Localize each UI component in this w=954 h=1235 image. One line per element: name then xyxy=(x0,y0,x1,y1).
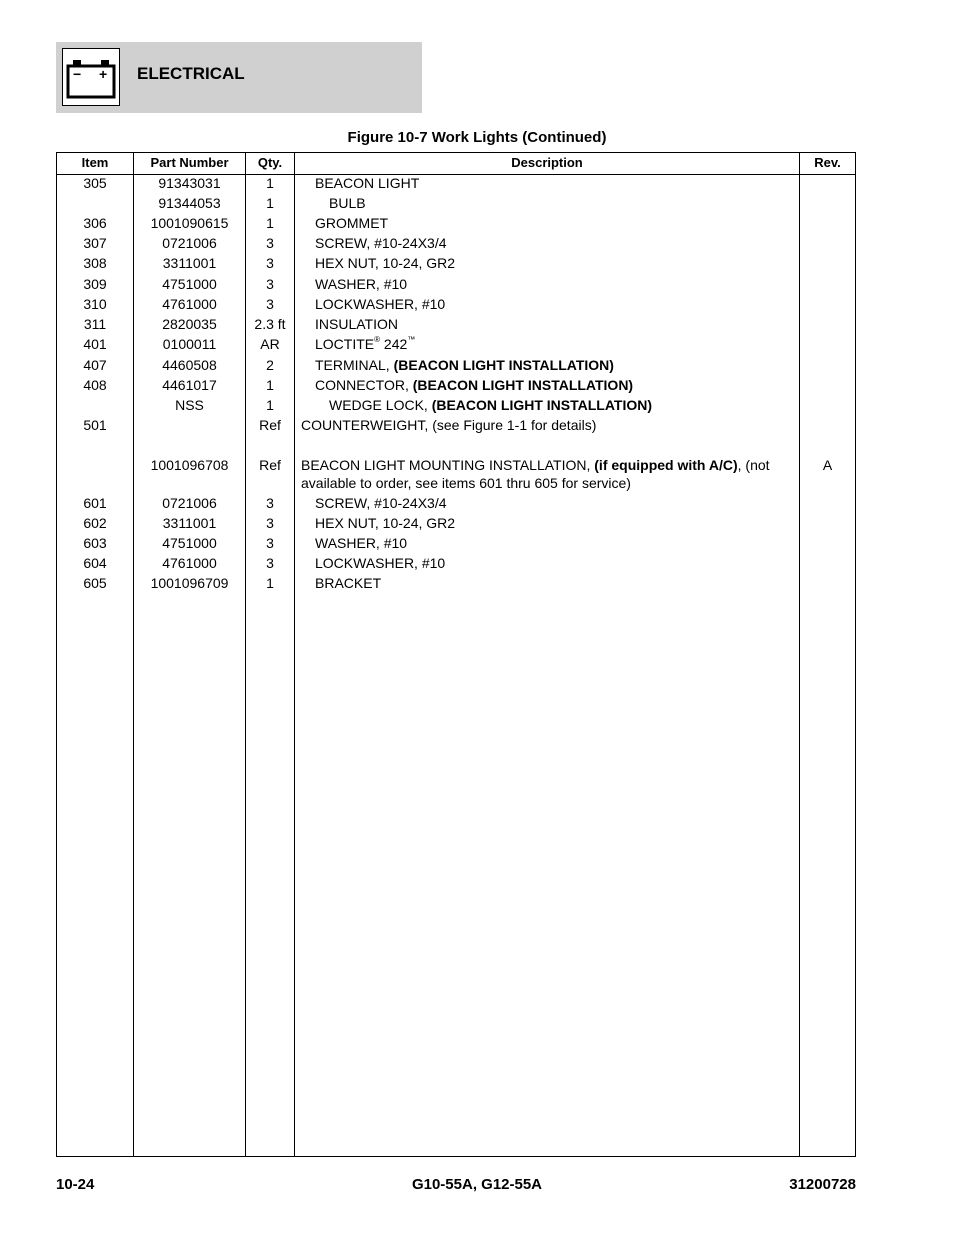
item-number: 408 xyxy=(83,377,107,393)
quantity: AR xyxy=(260,336,280,352)
part-number: 3311001 xyxy=(162,255,217,271)
description-text: LOCKWASHER, #10 xyxy=(315,296,446,312)
registered-mark: ® xyxy=(374,335,381,345)
item-number: 407 xyxy=(83,357,107,373)
quantity: 1 xyxy=(266,575,274,591)
revision: A xyxy=(822,457,833,473)
description xyxy=(299,295,795,313)
description-text: BEACON LIGHT MOUNTING INSTALLATION, xyxy=(301,457,595,473)
description xyxy=(299,416,795,434)
description-text: HEX NUT, 10-24, GR2 xyxy=(315,255,456,271)
description-text: WASHER, #10 xyxy=(315,535,408,551)
footer-doc-number: 31200728 xyxy=(789,1176,856,1193)
description-bold-text: (BEACON LIGHT INSTALLATION) xyxy=(431,397,653,413)
part-number: 91343031 xyxy=(158,175,221,191)
item-number: 309 xyxy=(83,276,107,292)
column-header-item: Item xyxy=(81,155,109,170)
section-title: ELECTRICAL xyxy=(137,64,245,83)
description xyxy=(299,194,795,212)
footer-model: G10-55A, G12-55A xyxy=(411,1176,543,1193)
part-number: 4461017 xyxy=(162,377,217,393)
part-number: 4761000 xyxy=(162,555,217,571)
quantity: 3 xyxy=(266,235,274,251)
description-bold-text: (BEACON LIGHT INSTALLATION) xyxy=(412,377,634,393)
item-number: 307 xyxy=(83,235,107,251)
part-number: 0721006 xyxy=(162,235,217,251)
description xyxy=(299,396,795,414)
description-text: HEX NUT, 10-24, GR2 xyxy=(315,515,456,531)
item-number: 604 xyxy=(83,555,107,571)
description xyxy=(299,275,795,293)
quantity: 3 xyxy=(266,495,274,511)
description-text: SCREW, #10-24X3/4 xyxy=(315,495,447,511)
parts-table xyxy=(56,152,856,1157)
quantity: 3 xyxy=(266,276,274,292)
part-number: 4751000 xyxy=(162,276,217,292)
item-number: 310 xyxy=(83,296,107,312)
description xyxy=(299,356,795,374)
part-number: 2820035 xyxy=(162,316,217,332)
item-number: 305 xyxy=(83,175,107,191)
description-text: LOCTITE xyxy=(315,336,375,352)
description xyxy=(299,376,795,394)
part-number: NSS xyxy=(175,397,204,413)
column-header-qty: Qty. xyxy=(257,155,283,170)
quantity: 2.3 ft xyxy=(254,316,286,332)
quantity: 1 xyxy=(266,377,274,393)
description-text: COUNTERWEIGHT, (see Figure 1-1 for details) xyxy=(301,417,597,433)
column-header-rev: Rev. xyxy=(814,155,841,170)
quantity: 3 xyxy=(266,296,274,312)
description xyxy=(299,574,795,592)
quantity: 1 xyxy=(266,397,274,413)
description-text: BRACKET xyxy=(315,575,382,591)
quantity: 3 xyxy=(266,255,274,271)
part-number: 0721006 xyxy=(162,495,217,511)
description-text: BULB xyxy=(329,195,366,211)
item-number: 603 xyxy=(83,535,107,551)
quantity: 1 xyxy=(266,175,274,191)
item-number: 501 xyxy=(83,417,107,433)
item-number: 602 xyxy=(83,515,107,531)
description-text: TERMINAL, xyxy=(315,357,394,373)
part-number: 4460508 xyxy=(162,357,217,373)
part-number: 0100011 xyxy=(162,336,217,352)
quantity: Ref xyxy=(259,457,281,473)
description-note: , (not available to order, see items 601 thru 605 for service) xyxy=(301,457,770,491)
quantity: 1 xyxy=(266,195,274,211)
description-text: BEACON LIGHT xyxy=(315,175,420,191)
description-text: WEDGE LOCK, xyxy=(329,397,432,413)
description xyxy=(299,534,795,552)
description xyxy=(299,514,795,532)
battery-icon xyxy=(62,48,120,106)
part-number: 4751000 xyxy=(162,535,217,551)
item-number: 401 xyxy=(83,336,107,352)
battery-plus-sign: + xyxy=(99,66,108,82)
description-text: SCREW, #10-24X3/4 xyxy=(315,235,447,251)
quantity: 3 xyxy=(266,515,274,531)
battery-minus-sign: − xyxy=(73,66,82,82)
description-text: GROMMET xyxy=(315,215,389,231)
item-number: 601 xyxy=(83,495,107,511)
column-divider xyxy=(294,153,295,1156)
part-number: 3311001 xyxy=(162,515,217,531)
footer-page-number: 10-24 xyxy=(56,1176,95,1193)
column-header-description: Description xyxy=(511,155,583,170)
description-text: INSULATION xyxy=(315,316,398,332)
description-text: WASHER, #10 xyxy=(315,276,408,292)
quantity: 2 xyxy=(266,357,274,373)
description xyxy=(299,254,795,272)
part-number: 91344053 xyxy=(158,195,221,211)
description xyxy=(299,335,795,353)
quantity: 3 xyxy=(266,535,274,551)
figure-title: Figure 10-7 Work Lights (Continued) xyxy=(347,129,607,146)
part-number: 1001096709 xyxy=(150,575,229,591)
trademark-mark: ™ xyxy=(407,335,416,345)
column-header-part-number: Part Number xyxy=(150,155,229,170)
item-number: 308 xyxy=(83,255,107,271)
part-number: 1001096708 xyxy=(150,457,229,473)
item-number: 605 xyxy=(83,575,107,591)
quantity: 1 xyxy=(266,215,274,231)
description xyxy=(299,234,795,252)
description-bold-text: (BEACON LIGHT INSTALLATION) xyxy=(393,357,614,373)
item-number: 311 xyxy=(83,316,107,332)
description-text-continued: 242 xyxy=(380,336,408,352)
quantity: 3 xyxy=(266,555,274,571)
description xyxy=(299,554,795,572)
part-number: 4761000 xyxy=(162,296,217,312)
item-number: 306 xyxy=(83,215,107,231)
description xyxy=(299,214,795,232)
description xyxy=(299,315,795,333)
description xyxy=(299,174,795,192)
quantity: Ref xyxy=(259,417,281,433)
description-text: LOCKWASHER, #10 xyxy=(315,555,446,571)
description xyxy=(299,494,795,512)
description-bold-text: (if equipped with A/C) xyxy=(594,457,738,473)
column-divider xyxy=(799,153,800,1156)
description xyxy=(299,456,795,492)
part-number: 1001090615 xyxy=(150,215,229,231)
description-text: CONNECTOR, xyxy=(315,377,413,393)
